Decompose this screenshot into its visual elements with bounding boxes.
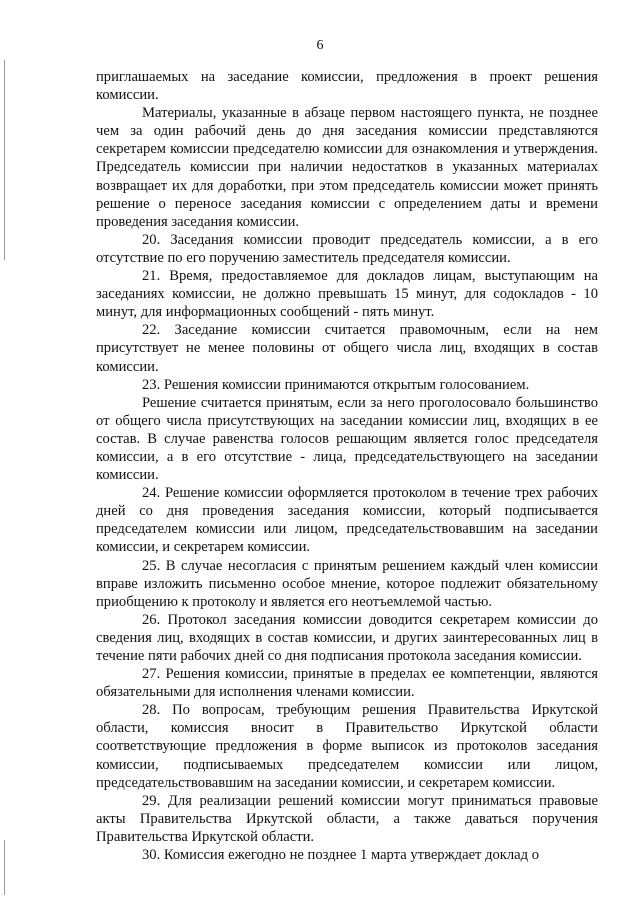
paragraph-29: 29. Для реализации решений комиссии могут приниматься правовые акты Правительства Иркутской области, а также даваться поручения Правительства Иркутской области. <box>96 792 598 845</box>
paragraph-20: 20. Заседания комиссии проводит председатель комиссии, а в его отсутствие по его поручению заместитель председателя комиссии. <box>96 231 598 266</box>
paragraph-materials: Материалы, указанные в абзаце первом настоящего пункта, не позднее чем за один рабочий день до дня заседания комиссии представляются секретарем комиссии председателю комиссии для ознакомления и утверждения. Председатель комиссии при наличии недостатков в указанных материалах возвращает их для доработки, при этом председатель комиссии может принять решение о переносе заседания комиссии с определением даты и времени проведения заседания комиссии. <box>96 105 598 230</box>
paragraph-23: 23. Решения комиссии принимаются открытым голосованием. <box>142 376 530 393</box>
paragraph-continuation: приглашаемых на заседание комиссии, предложения в проект решения комиссии. <box>96 69 598 104</box>
paragraph-23-decision: Решение считается принятым, если за него проголосовало большинство от общего числа присутствующих на заседании комиссии лиц, входящих в ее состав. В случае равенства голосов решающим является голос председателя комиссии, а в его отсутствие - лица, председательствующего на заседании комиссии. <box>96 394 598 484</box>
paragraph-26: 26. Протокол заседания комиссии доводится секретарем комиссии до сведения лиц, входящих в состав комиссии, и других заинтересованных лиц в течение пяти рабочих дней со дня подписания протокола заседания комиссии. <box>96 611 598 664</box>
paragraph-27: 27. Решения комиссии, принятые в пределах ее компетенции, являются обязательными для исполнения членами комиссии. <box>96 666 598 701</box>
scan-edge-mark-top <box>4 60 5 260</box>
paragraph-28: 28. По вопросам, требующим решения Правительства Иркутской области, комиссия вносит в Правительство Иркутской области соответствующие предложения в форме выписок из протоколов заседания комиссии, подписываемых председателем комиссии или лицом, председательствовавшим на заседании комиссии, и секретарем комиссии. <box>96 702 598 791</box>
paragraph-24: 24. Решение комиссии оформляется протоколом в течение трех рабочих дней со дня проведения заседания комиссии, который подписывается председателем комиссии или лицом, председательствовавшим на заседании комиссии, и секретарем комиссии. <box>96 485 598 556</box>
paragraph-22: 22. Заседание комиссии считается правомочным, если на нем присутствует не менее половины от общего числа лиц, входящих в состав комиссии. <box>96 322 598 375</box>
page-number: 6 <box>316 38 324 53</box>
scan-edge-mark-bottom <box>4 840 5 895</box>
document-body <box>96 68 598 864</box>
paragraph-25: 25. В случае несогласия с принятым решением каждый член комиссии вправе изложить письменно особое мнение, которое подлежит обязательному приобщению к протоколу и является его неотъемлемой частью. <box>96 557 598 610</box>
paragraph-30: 30. Комиссия ежегодно не позднее 1 марта утверждает доклад о <box>142 847 540 864</box>
paragraph-21: 21. Время, предоставляемое для докладов лицам, выступающим на заседаниях комиссии, не должно превышать 15 минут, для содокладов - 10 минут, для информационных сообщений - пять минут. <box>96 268 598 321</box>
